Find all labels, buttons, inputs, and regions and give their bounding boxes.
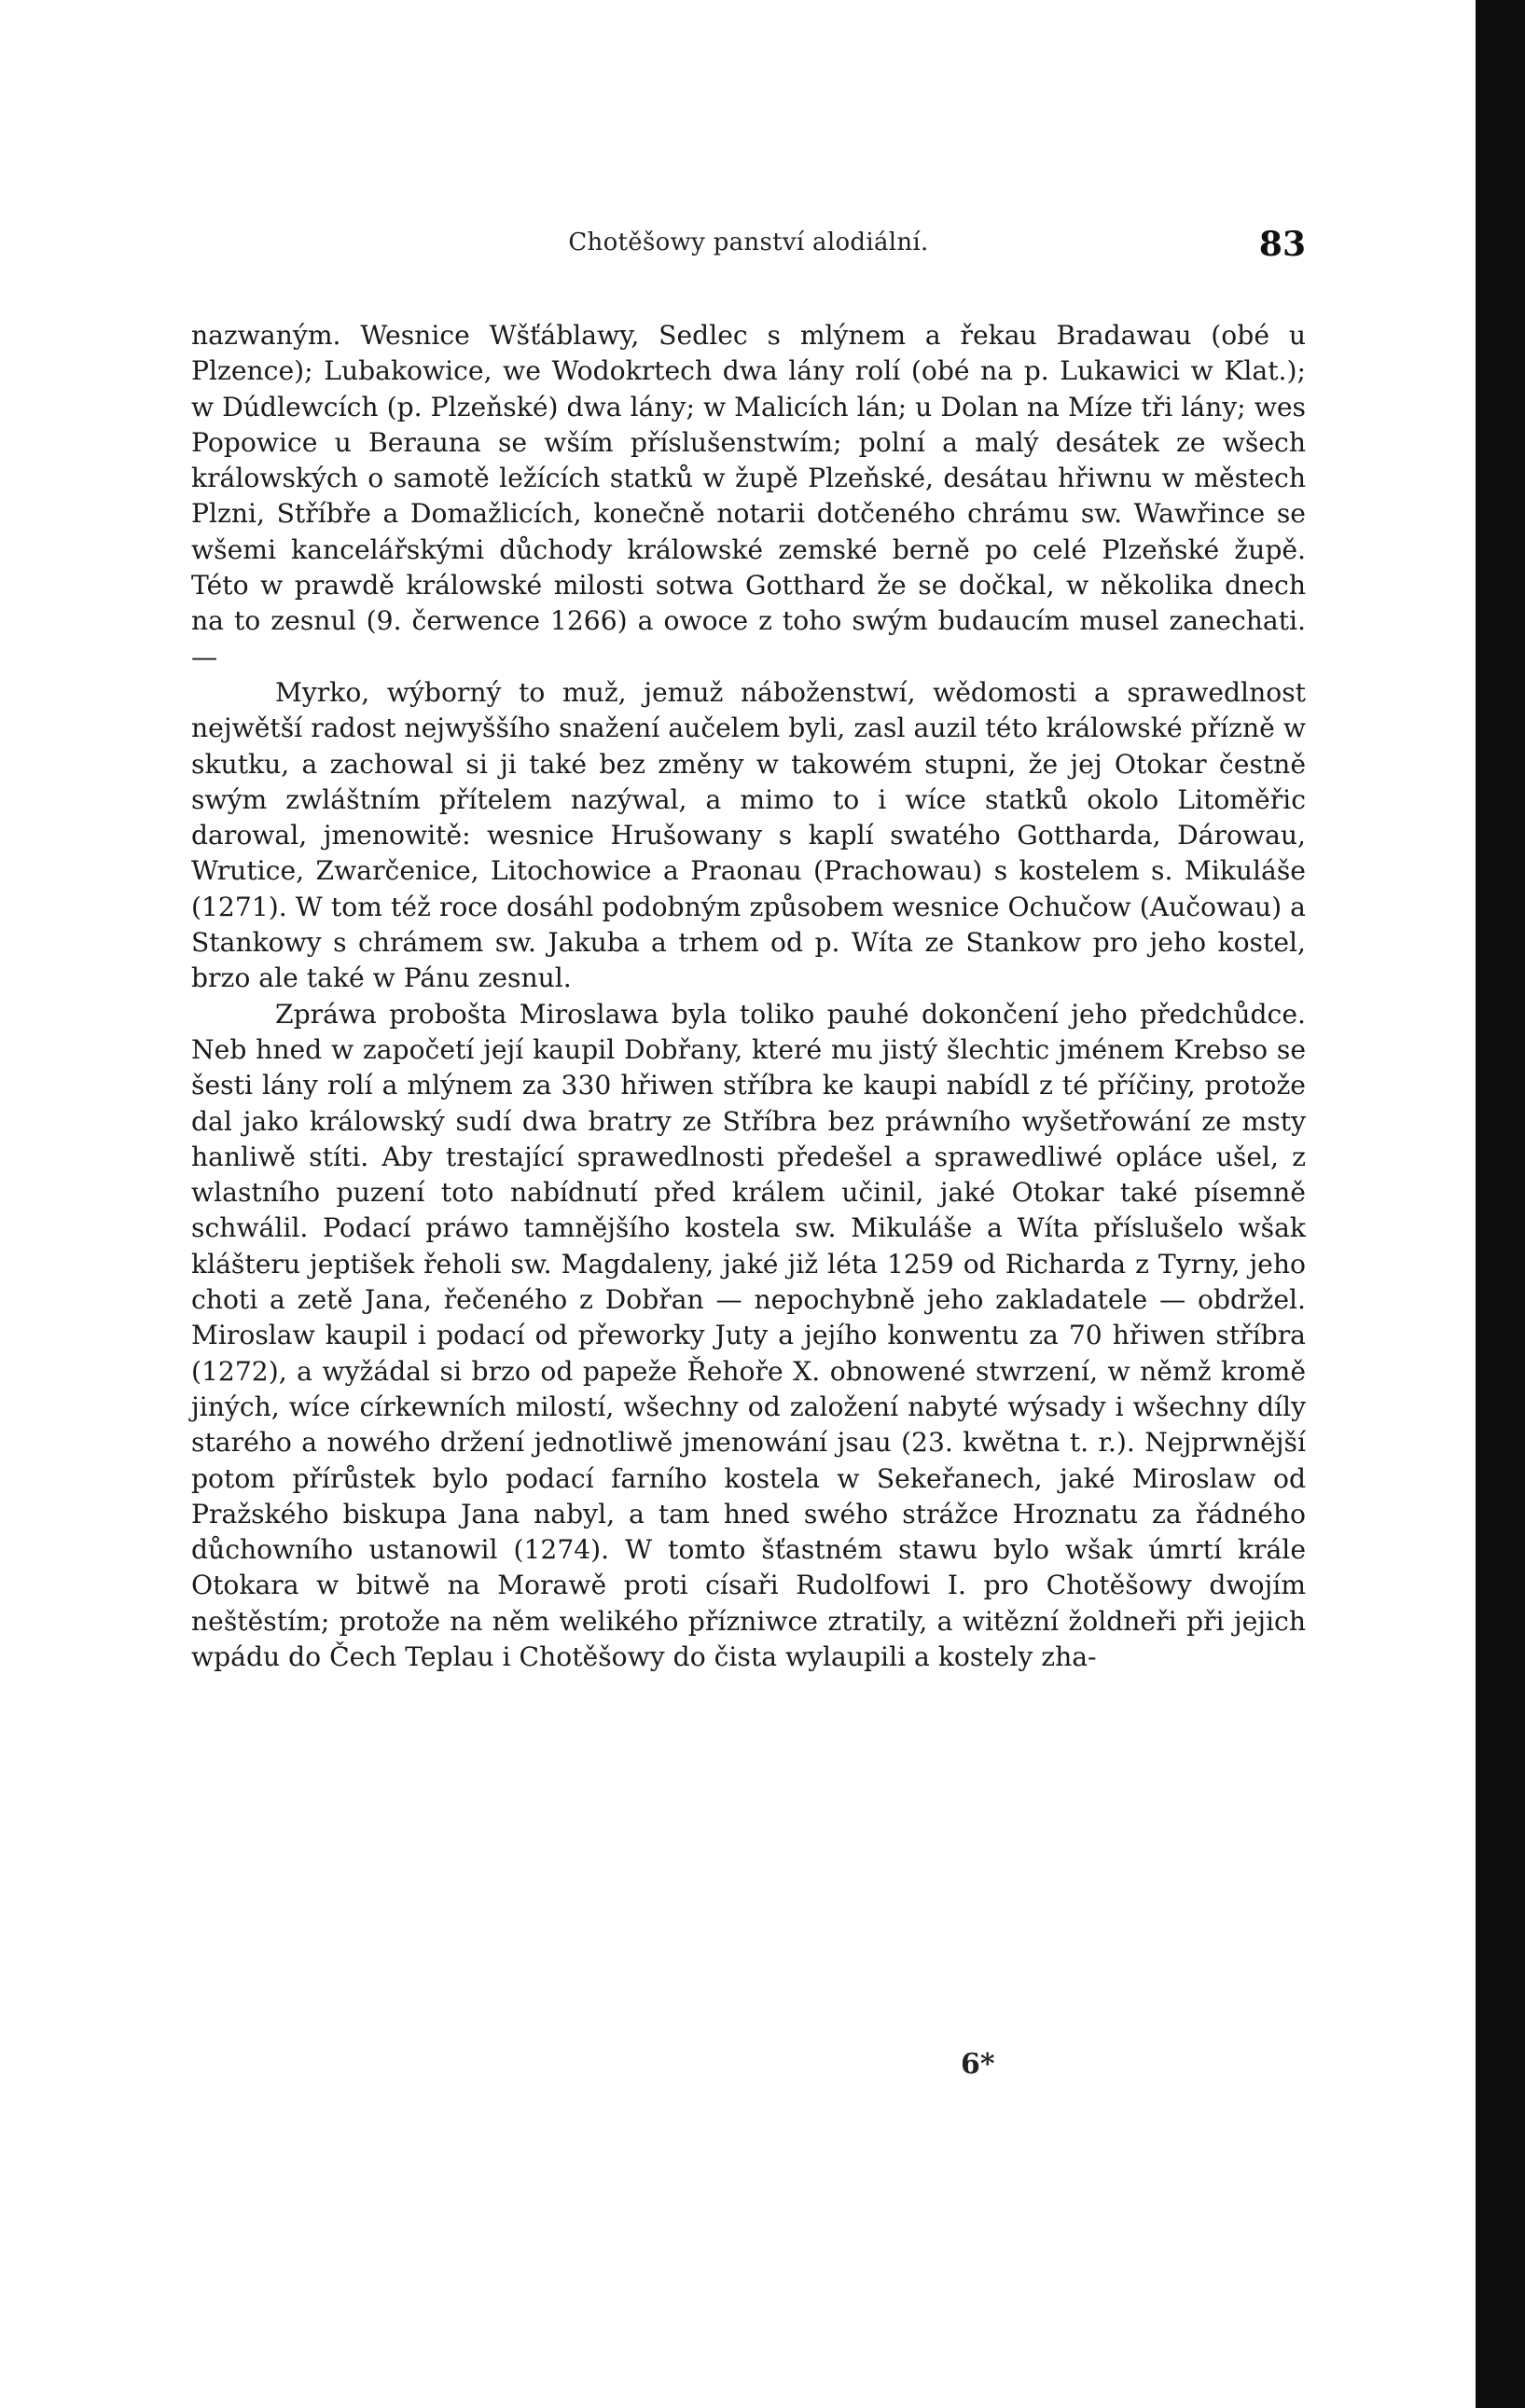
paragraph-2: Myrko, wýborný to muž, jemuž náboženstwí, wědomosti a sprawedlnost nejwětší radost nejwyššího snažení aučelem byli, zasl auzil této králowské přízně w skutku, a zachowal si ji také bez změny w takowém stupni, že jej Otokar čestně swým zwláštním přítelem nazýwal, a mimo to i wíce statků okolo Litoměřic darowal, jmenowitě: wesnice Hrušowany s kaplí swatého Gottharda, Dárowau, Wrutice, Zwarčenice, Litochowice a Praonau (Prachowau) s kostelem s. Mikuláše (1271). W tom též roce dosáhl podobným způsobem wesnice Ochučow (Aučowau) a Stankowy s chrámem sw. Jakuba a trhem od p. Wíta ze Stankow pro jeho kostel, brzo ale také w Pánu zesnul.	[191, 676, 1306, 994]
running-head	[191, 225, 1306, 281]
paragraph-3: Zpráwa probošta Miroslawa byla toliko pauhé dokončení jeho předchůdce. Neb hned w započetí její kaupil Dobřany, které mu jistý šlechtic jménem Krebso se šesti lány rolí a mlýnem za 330 hřiwen stříbra ke kaupi nabídl z té příčiny, protože dal jako králowský sudí dwa bratry ze Stříbra bez práwního wyšetřowání ze msty hanliwě stíti. Aby trestající sprawedlnosti předešel a sprawedliwé opláce ušel, z wlastního puzení toto nabídnutí před králem učinil, jaké Otokar také písemně schwálil. Podací práwo tamnějšího kostela sw. Mikuláše a Wíta příslušelo wšak klášteru jeptišek řeholi sw. Magdaleny, jaké již léta 1259 od Richarda z Tyrny, jeho choti a zetě Jana, řečeného z Dobřan — nepochybně jeho zakladatele — obdržel. Miroslaw kaupil i podací od přeworky Juty a jejího konwentu za 70 hřiwen stříbra (1272), a wyžádal si brzo od papeže Řehoře X. obnowené stwrzení, w němž kromě jiných, wíce církewních milostí, wšechny od založení nabyté wýsady i wšechny díly starého a nowého držení jednotliwě jmenowání jsau (23. kwětna t. r.). Nejprwnější potom přírůstek bylo podací farního kostela w Sekeřanech, jaké Miroslaw od Pražského biskupa Jana nabyl, a tam hned swého strážce Hroznatu za řádného důchowního ustanowil (1274). W tomto šťastném stawu bylo wšak úmrtí krále Otokara w bitwě na Morawě proti císaři Rudolfowi I. pro Chotěšowy dwojím neštěstím; protože na něm welikého přízniwce ztratily, a witězní žoldneři při jejich wpádu do Čech Teplau i Chotěšowy do čista wylaupili a kostely zha-	[191, 998, 1306, 1672]
body-text	[191, 318, 1306, 1675]
scan-edge-bar	[1476, 0, 1525, 2408]
page-number: 83	[1258, 225, 1306, 264]
book-page	[191, 225, 1306, 1675]
paragraph-1: nazwaným. Wesnice Wšťáblawy, Sedlec s mlýnem a řekau Bradawau (obé u Plzence); Lubakowice, we Wodokrtech dwa lány rolí (obé na p. Lukawici w Klat.); w Dúdlewcích (p. Plzeňské) dwa lány; w Malicích lán; u Dolan na Míze tři lány; wes Popowice u Berauna se wším příslušenstwím; polní a malý desátek ze wšech králowských o samotě ležících statků w župě Plzeňské, desátau hřiwnu w městech Plzni, Stříbře a Domažlicích, konečně notarii dotčeného chrámu sw. Wawřince se wšemi kancelářskými důchody králowské zemské berně po celé Plzeňské župě. Této w prawdě králowské milosti sotwa Gotthard že se dočkal, w několika dnech na to zesnul (9. čerwence 1266) a owoce z toho swým budaucím musel zanechati. —	[191, 320, 1306, 672]
printer-signature-mark: 6*	[961, 2048, 995, 2081]
running-title: Chotěšowy panství alodiální.	[568, 228, 929, 256]
